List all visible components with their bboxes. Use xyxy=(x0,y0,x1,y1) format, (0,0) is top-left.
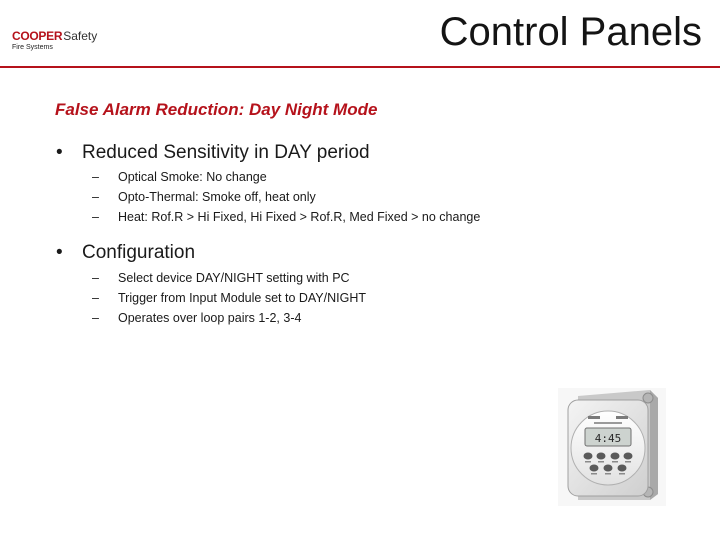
company-logo xyxy=(12,30,122,62)
sub-item-text: Select device DAY/NIGHT setting with PC xyxy=(118,271,350,285)
sub-item xyxy=(92,291,366,305)
bullet-glyph: • xyxy=(56,242,63,263)
timer-device-image xyxy=(558,388,666,506)
bullet-text: Configuration xyxy=(82,242,196,263)
logo-cooper-text: COOPER xyxy=(12,29,63,43)
dash-glyph: – xyxy=(92,291,99,305)
sub-item xyxy=(92,190,316,204)
bullet-text: Reduced Sensitivity in DAY period xyxy=(82,142,370,163)
sub-item-text: Opto-Thermal: Smoke off, heat only xyxy=(118,190,316,204)
logo-safety-text: Safety xyxy=(63,29,98,43)
timer-display: 4:45 xyxy=(594,432,622,445)
dash-glyph: – xyxy=(92,271,99,285)
dash-glyph: – xyxy=(92,190,99,204)
sub-item-text: Optical Smoke: No change xyxy=(118,170,267,184)
dash-glyph: – xyxy=(92,170,99,184)
sub-item-text: Trigger from Input Module set to DAY/NIGHT xyxy=(118,291,366,305)
dash-glyph: – xyxy=(92,311,99,325)
sub-item xyxy=(92,311,301,325)
logo-subtitle: Fire Systems xyxy=(12,44,53,51)
sub-item xyxy=(92,271,350,285)
title-divider xyxy=(0,66,720,68)
slide-subtitle: False Alarm Reduction: Day Night Mode xyxy=(55,100,378,119)
sub-item-text: Heat: Rof.R > Hi Fixed, Hi Fixed > Rof.R, Med Fixed > no change xyxy=(118,210,481,224)
bullet-item xyxy=(56,242,195,264)
slide-title: Control Panels xyxy=(439,10,702,54)
sub-item-text: Operates over loop pairs 1-2, 3-4 xyxy=(118,311,302,325)
bullet-glyph: • xyxy=(56,142,63,163)
bullet-item xyxy=(56,142,370,164)
dash-glyph: – xyxy=(92,210,99,224)
sub-item xyxy=(92,210,480,224)
sub-item xyxy=(92,170,267,184)
